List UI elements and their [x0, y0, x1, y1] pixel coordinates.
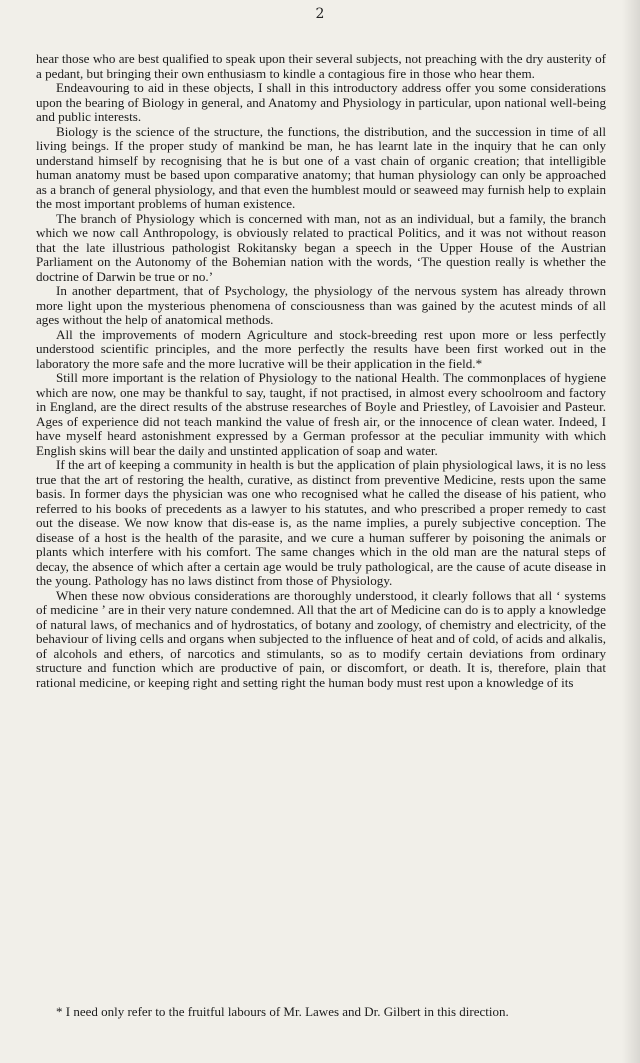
body-text	[36, 52, 606, 690]
paragraph-5: In another department, that of Psychology, the physiology of the nervous system has already thrown more light upon the mysterious phenomena of consciousness than was gained by the acutest minds of all ages without the help of anatomical methods.	[36, 283, 606, 327]
paragraph-1: hear those who are best qualified to speak upon their several subjects, not preaching with the dry austerity of a pedant, but bringing their own enthusiasm to kindle a contagious fire in those who hear them.	[36, 51, 606, 81]
paragraph-6: All the improvements of modern Agriculture and stock-breeding rest upon more or less perfectly understood scientific principles, and the more perfectly the results have been first worked out in the laboratory the more safe and the more lucrative will be their application in the field.*	[36, 326, 606, 371]
paragraph-3: Biology is the science of the structure, the functions, the distribution, and the succession in time of all living beings. If the proper study of mankind be man, he has learnt late in the inquiry that he can only understand himself by recognising that he is but one of a vast chain of organic creation; that intelligible human anatomy must be based upon comparative anatomy; that human physiology can only be approached as a branch of general physiology, and that even the humblest mould or seaweed may furnish help to explain the most important problems of human existence.	[36, 123, 606, 211]
paragraph-8: If the art of keeping a community in health is but the application of plain physiological laws, it is no less true that the art of restoring the health, curative, as distinct from preventive Medicine, rests upon the same basis. In former days the physician was one who recognised what he called the disease of his patient, who referred to his books of precedents as a lawyer to his statutes, and who prescribed a proper remedy to cast out the disease. We now know that dis-ease is, as the name implies, a purely subjective conception. The disease of a host is the health of the parasite, and we cure a human sufferer by poisoning the animals or plants which interfere with his comfort. The same changes which in the old man are the natural steps of decay, the absence of which after a certain age would be truly pathological, are the cause of acute disease in the young. Pathology has no laws distinct from those of Physiology.	[36, 457, 606, 588]
footnote: * I need only refer to the fruitful labours of Mr. Lawes and Dr. Gilbert in this direction.	[56, 1004, 509, 1019]
paragraph-9: When these now obvious considerations are thoroughly understood, it clearly follows that all ‘ systems of medicine ’ are in their very nature condemned. All that the art of Medicine can do is to apply a knowledge of natural laws, of mechanics and of hydrostatics, of botany and zoology, of chemistry and electricity, of the behaviour of living cells and organs when subjected to the influence of heat and of cold, of acids and alkalis, of alcohols and ethers, of narcotics and stimulants, so as to modify certain deviations from ordinary structure and function which are productive of pain, or discomfort, or death. It is, therefore, plain that rational medicine, or keeping right and setting right the human body must rest upon a knowledge of its	[36, 587, 606, 690]
paragraph-2: Endeavouring to aid in these objects, I shall in this introductory address offer you some considerations upon the bearing of Biology in general, and Anatomy and Physiology in particular, upon national well-being and public interests.	[36, 80, 606, 124]
page-edge-shadow	[622, 0, 640, 1063]
paragraph-4: The branch of Physiology which is concerned with man, not as an individual, but a family, the branch which we now call Anthropology, is obviously related to practical Politics, and it was not without reason that the late illustrious pathologist Rokitansky began a speech in the Upper House of the Austrian Parliament on the Autonomy of the Bohemian nation with the words, ‘The question really is whether the doctrine of Darwin be true or no.’	[36, 210, 606, 284]
paragraph-7: Still more important is the relation of Physiology to the national Health. The commonplaces of hygiene which are now, one may be thankful to say, taught, if not practised, in almost every schoolroom and factory in England, are the direct results of the abstruse researches of Boyle and Priestley, of Lavoisier and Pasteur. Ages of experience did not teach mankind the value of fresh air, or the innocence of clean water. Indeed, I have myself heard astonishment expressed by a German professor at the peculiar immunity with which English skins will bear the daily and unstinted application of soap and water.	[36, 370, 606, 458]
page-number: 2	[315, 6, 325, 22]
